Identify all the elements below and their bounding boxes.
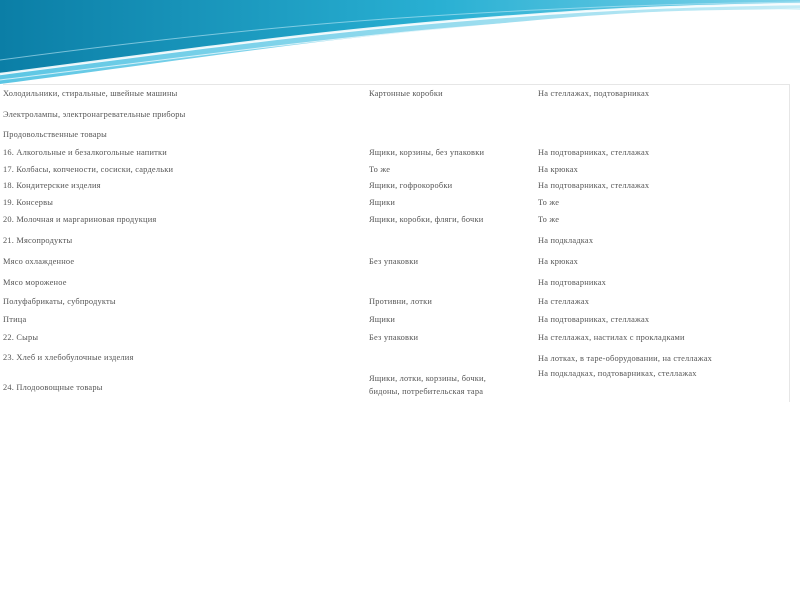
product-cell: 16. Алкогольные и безалкогольные напитки bbox=[3, 148, 167, 157]
packaging-cell: То же bbox=[369, 165, 391, 174]
product-cell: 22. Сыры bbox=[3, 333, 39, 342]
storage-cell: То же bbox=[538, 198, 560, 207]
storage-cell: На стеллажах bbox=[538, 297, 590, 306]
storage-cell: На подкладках, подтоварниках, стеллажах bbox=[538, 369, 697, 378]
product-cell: 17. Колбасы, копчености, сосиски, сардельки bbox=[3, 165, 174, 174]
table-frame-top bbox=[3, 84, 790, 85]
storage-cell: На лотках, в таре-оборудовании, на стеллажах bbox=[538, 354, 713, 363]
storage-cell: На стеллажах, подтоварниках bbox=[538, 89, 650, 98]
packaging-cell: Ящики bbox=[369, 198, 396, 207]
packaging-cell: Без упаковки bbox=[369, 333, 419, 342]
product-cell: Полуфабрикаты, субпродукты bbox=[3, 297, 116, 306]
storage-cell: То же bbox=[538, 215, 560, 224]
storage-cell: На подтоварниках, стеллажах bbox=[538, 315, 650, 324]
product-cell: 18. Кондитерские изделия bbox=[3, 181, 101, 190]
product-cell: Мясо охлажденное bbox=[3, 257, 75, 266]
packaging-cell: Ящики, корзины, без упаковки bbox=[369, 148, 485, 157]
storage-cell: На крюках bbox=[538, 257, 579, 266]
product-cell: Холодильники, стиральные, швейные машины bbox=[3, 89, 178, 98]
storage-cell: На крюках bbox=[538, 165, 579, 174]
packaging-cell: Ящики, гофрокоробки bbox=[369, 181, 453, 190]
section-heading: Продовольственные товары bbox=[3, 130, 107, 139]
packaging-cell: Картонные коробки bbox=[369, 89, 443, 98]
storage-cell: На стеллажах, настилах с прокладками bbox=[538, 333, 685, 342]
product-cell: 20. Молочная и маргариновая продукция bbox=[3, 215, 157, 224]
storage-cell: На подтоварниках, стеллажах bbox=[538, 181, 650, 190]
packaging-cell: Без упаковки bbox=[369, 257, 419, 266]
storage-cell: На подтоварниках bbox=[538, 278, 607, 287]
packaging-cell: Ящики bbox=[369, 315, 396, 324]
table-frame-right bbox=[789, 84, 790, 402]
storage-cell: На подтоварниках, стеллажах bbox=[538, 148, 650, 157]
header-wave-banner bbox=[0, 0, 800, 90]
product-cell: 19. Консервы bbox=[3, 198, 54, 207]
packaging-cell: Противни, лотки bbox=[369, 297, 433, 306]
storage-cell: На подкладках bbox=[538, 236, 594, 245]
product-cell: 21. Мясопродукты bbox=[3, 236, 73, 245]
packaging-cell: Ящики, коробки, фляги, бочки bbox=[369, 215, 484, 224]
packaging-cell: Ящики, лотки, корзины, бочки, бидоны, потребительская тара bbox=[369, 374, 487, 396]
product-cell: 23. Хлеб и хлебобулочные изделия bbox=[3, 353, 134, 362]
product-cell: Мясо мороженое bbox=[3, 278, 67, 287]
product-cell: Птица bbox=[3, 315, 27, 324]
product-cell: Электролампы, электронагревательные приборы bbox=[3, 110, 186, 119]
product-cell: 24. Плодоовощные товары bbox=[3, 383, 103, 392]
